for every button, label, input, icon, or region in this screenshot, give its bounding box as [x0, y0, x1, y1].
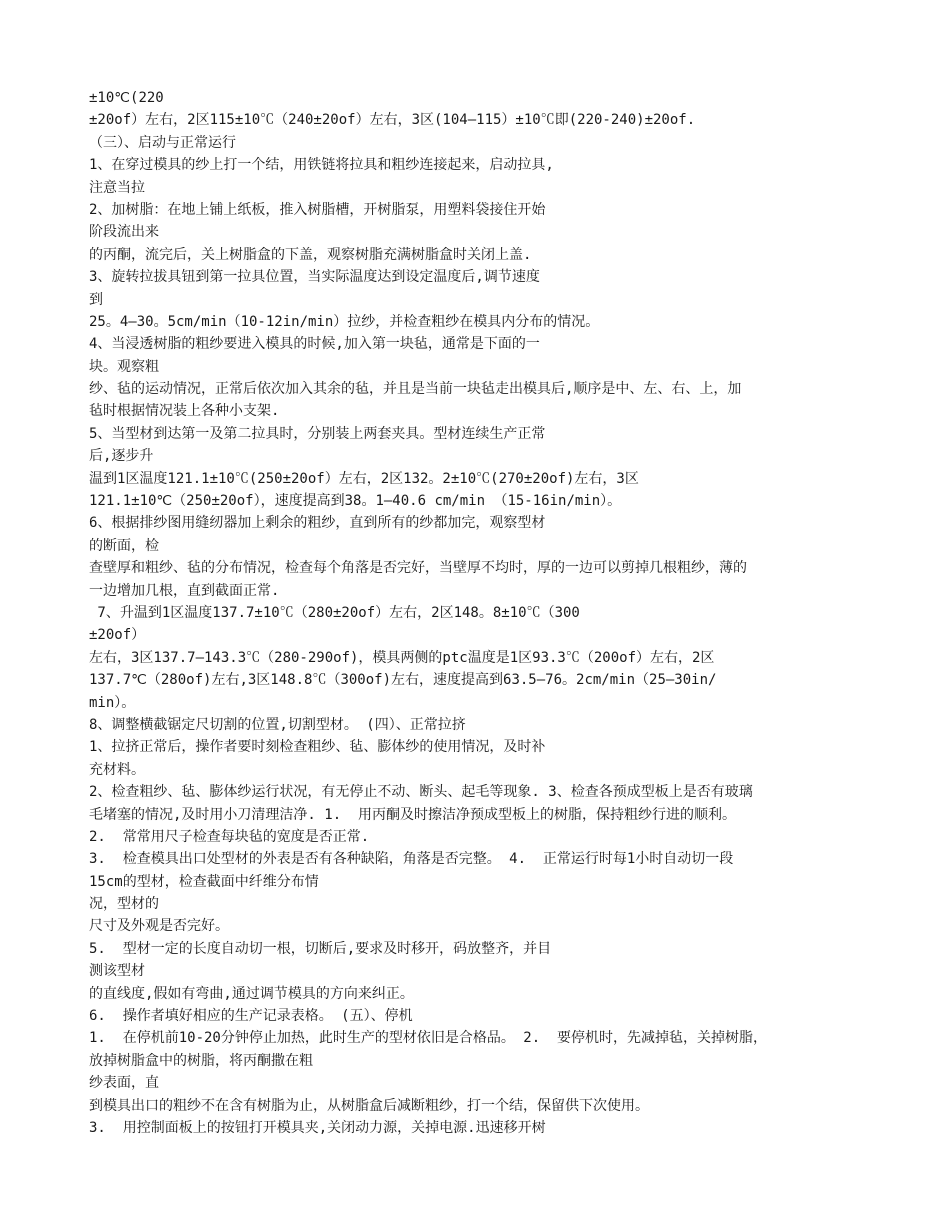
text-line: 3. 检查模具出口处型材的外表是否有各种缺陷，角落是否完整。 4. 正常运行时每1小时自动切一段 [89, 851, 734, 868]
text-line: 1、在穿过模具的纱上打一个结，用铁链将拉具和粗纱连接起来，启动拉具, [89, 157, 554, 174]
text-line: 1、拉挤正常后，操作者要时刻检查粗纱、毡、膨体纱的使用情况，及时补 [89, 739, 546, 756]
text-line: 块。观察粗 [89, 358, 159, 375]
text-line: ±20of）左右，2区115±10℃（240±20of）左右，3区(104—115）±10℃即(220-240)±20of. [89, 112, 696, 129]
text-line: ±10℃(220 [89, 90, 164, 106]
text-line: 7、升温到1区温度137.7±10℃（280±20of）左右，2区148。8±10℃（300 [89, 604, 580, 621]
text-line: 纱表面，直 [89, 1075, 159, 1092]
text-line: 的直线度,假如有弯曲,通过调节模具的方向来纠正。 [89, 985, 414, 1002]
text-line: 121.1±10℃（250±20of），速度提高到38。1—40.6 cm/min （15-16in/min）。 [89, 493, 622, 510]
text-line: 毛堵塞的情况,及时用小刀清理洁净. 1. 用丙酮及时擦洁净预成型板上的树脂，保持粗纱行进的顺利。 [89, 806, 736, 823]
text-line: 4、当浸透树脂的粗纱要进入模具的时候,加入第一块毡，通常是下面的一 [89, 336, 540, 353]
text-line: 纱、毡的运动情况，正常后依次加入其余的毡，并且是当前一块毡走出模具后,顺序是中、左、右、上，加 [89, 381, 742, 398]
text-line: 查壁厚和粗纱、毡的分布情况，检查每个角落是否完好，当壁厚不均时，厚的一边可以剪掉几根粗纱，薄的 [89, 560, 747, 577]
text-line: 后,逐步升 [89, 448, 154, 465]
text-line: 的断面，检 [89, 537, 159, 554]
text-line: 毡时根据情况装上各种小支架. [89, 403, 280, 420]
text-line: 况，型材的 [89, 896, 159, 913]
text-line: 2、检查粗纱、毡、膨体纱运行状况，有无停止不动、断头、起毛等现象. 3、检查各预成型板上是否有玻璃 [89, 784, 753, 801]
text-line: min）。 [89, 694, 136, 711]
section-heading: 6. 操作者填好相应的生产记录表格。 (五）、停机 [89, 1008, 413, 1025]
section-heading: 8、调整横截锯定尺切割的位置,切割型材。 (四）、正常拉挤 [89, 716, 466, 733]
text-line: 充材料。 [89, 761, 145, 778]
text-line: 温到1区温度121.1±10℃(250±20of）左右，2区132。2±10℃(270±20of)左右，3区 [89, 470, 639, 487]
text-line: 一边增加几根，直到截面正常. [89, 582, 280, 599]
text-line: 3、旋转拉拔具钮到第一拉具位置，当实际温度达到设定温度后,调节速度 [89, 269, 540, 286]
text-line: 的丙酮，流完后，关上树脂盒的下盖，观察树脂充满树脂盒时关闭上盖. [89, 246, 532, 263]
text-line: 5. 型材一定的长度自动切一根，切断后,要求及时移开，码放整齐，并目 [89, 940, 552, 957]
section-heading: （三）、启动与正常运行 [89, 134, 236, 151]
text-line: ±20of） [89, 627, 146, 644]
text-line: 25。4—30。5cm/min（10-12in/min）拉纱，并检查粗纱在模具内分布的情况。 [89, 313, 600, 330]
document-body [89, 87, 879, 1139]
text-line: 到模具出口的粗纱不在含有树脂为止，从树脂盒后减断粗纱，打一个结，保留供下次使用。 [89, 1097, 649, 1114]
text-line: 2. 常常用尺子检查每块毡的宽度是否正常. [89, 828, 370, 845]
text-line: 注意当拉 [89, 179, 145, 196]
text-line: 测该型材 [89, 963, 145, 980]
text-line: 2、加树脂：在地上铺上纸板，推入树脂槽，开树脂泵，用塑料袋接住开始 [89, 201, 546, 218]
text-line: 6、根据排纱图用缝纫器加上剩余的粗纱，直到所有的纱都加完，观察型材 [89, 515, 546, 532]
text-line: 左右，3区137.7—143.3℃（280-290of)，模具两侧的ptc温度是1区93.3℃（200of）左右，2区 [89, 649, 715, 666]
text-line: 3. 用控制面板上的按钮打开模具夹,关闭动力源，关掉电源.迅速移开树 [89, 1119, 546, 1136]
text-line: 到 [89, 291, 103, 308]
text-line: 1. 在停机前10-20分钟停止加热，此时生产的型材依旧是合格品。 2. 要停机时，先减掉毡，关掉树脂， [89, 1030, 767, 1047]
text-line: 5、当型材到达第一及第二拉具时，分别装上两套夹具。型材连续生产正常 [89, 425, 546, 442]
text-line: 放掉树脂盒中的树脂，将丙酮撒在粗 [89, 1052, 313, 1069]
text-line: 尺寸及外观是否完好。 [89, 918, 229, 935]
text-line: 137.7℃（280of)左右,3区148.8℃（300of)左右，速度提高到63.5—76。2cm/min（25—30in/ [89, 672, 717, 689]
text-line: 15cm的型材，检查截面中纤维分布情 [89, 873, 319, 890]
text-line: 阶段流出来 [89, 224, 159, 241]
